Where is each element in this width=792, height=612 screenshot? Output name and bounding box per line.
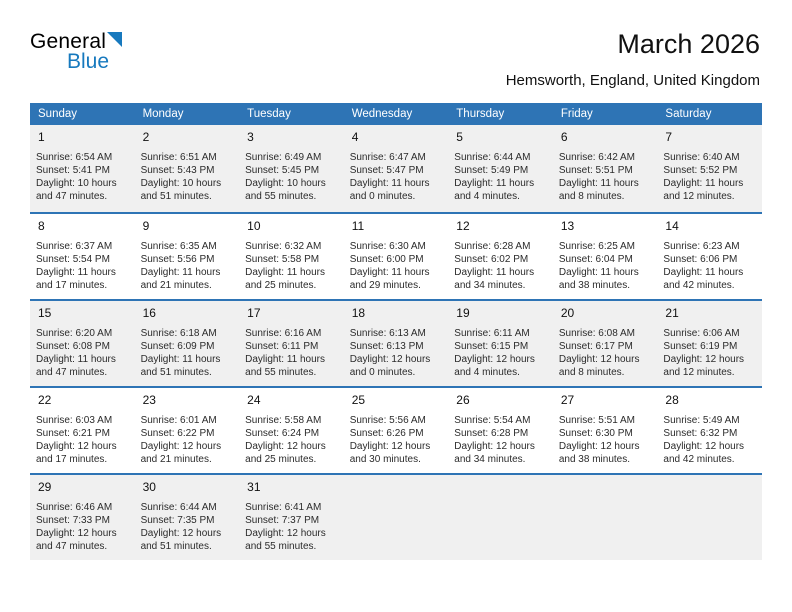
day-number: 3 xyxy=(247,129,254,144)
day-header-row xyxy=(30,103,762,125)
sunset-text: Sunset: 6:26 PM xyxy=(349,427,424,439)
sunrise-text: Sunrise: 6:18 AM xyxy=(140,327,217,339)
sunrise-text: Sunrise: 6:40 AM xyxy=(663,151,740,163)
daylight-minutes-text: and 30 minutes. xyxy=(349,454,421,466)
day-cell-18 xyxy=(344,301,449,386)
day-cell-empty xyxy=(448,475,553,560)
sunrise-text: Sunrise: 5:54 AM xyxy=(454,414,531,426)
sunrise-text: Sunrise: 6:11 AM xyxy=(454,327,530,339)
sunset-text: Sunset: 6:08 PM xyxy=(36,340,110,352)
daylight-hours-text: Daylight: 11 hours xyxy=(140,267,221,279)
sunset-text: Sunset: 5:56 PM xyxy=(140,253,215,265)
day-number: 4 xyxy=(351,129,359,144)
day-cell-9 xyxy=(135,214,240,299)
daylight-minutes-text: and 51 minutes. xyxy=(140,367,212,379)
sunset-text: Sunset: 6:09 PM xyxy=(140,340,215,352)
daylight-hours-text: Daylight: 11 hours xyxy=(36,267,116,279)
day-cell-27 xyxy=(553,388,658,473)
day-header-monday: Monday xyxy=(142,107,184,120)
day-number: 21 xyxy=(665,305,679,320)
daylight-hours-text: Daylight: 11 hours xyxy=(558,267,639,279)
day-number: 26 xyxy=(456,392,470,407)
daylight-hours-text: Daylight: 11 hours xyxy=(140,354,221,366)
day-number: 31 xyxy=(247,479,261,494)
sunrise-text: Sunrise: 6:23 AM xyxy=(663,240,740,252)
day-number: 28 xyxy=(665,392,679,407)
day-number: 14 xyxy=(665,218,679,233)
week-row xyxy=(30,125,762,212)
daylight-hours-text: Daylight: 12 hours xyxy=(36,441,117,453)
sunset-text: Sunset: 5:43 PM xyxy=(140,164,215,176)
daylight-minutes-text: and 4 minutes. xyxy=(454,367,520,379)
sunrise-text: Sunrise: 6:30 AM xyxy=(349,240,426,252)
day-number: 25 xyxy=(351,392,366,407)
sunrise-text: Sunrise: 6:01 AM xyxy=(140,414,217,426)
sunrise-text: Sunrise: 6:28 AM xyxy=(454,240,531,252)
sunset-text: Sunset: 6:19 PM xyxy=(663,340,738,352)
day-cell-12 xyxy=(448,214,553,299)
day-number: 6 xyxy=(560,129,568,144)
general-blue-logo xyxy=(30,30,150,74)
week-row xyxy=(30,473,762,560)
week-row xyxy=(30,386,762,473)
sunset-text: Sunset: 5:51 PM xyxy=(558,164,633,176)
daylight-minutes-text: and 51 minutes. xyxy=(140,541,212,553)
title-block xyxy=(506,30,760,89)
day-cell-22 xyxy=(30,388,135,473)
daylight-hours-text: Daylight: 12 hours xyxy=(558,354,640,366)
sunset-text: Sunset: 6:17 PM xyxy=(558,340,633,352)
day-cell-11 xyxy=(344,214,449,299)
sunrise-text: Sunrise: 6:37 AM xyxy=(36,240,113,252)
day-cell-empty xyxy=(657,475,762,560)
daylight-hours-text: Daylight: 12 hours xyxy=(454,354,535,366)
daylight-minutes-text: and 8 minutes. xyxy=(558,367,625,379)
daylight-minutes-text: and 55 minutes. xyxy=(245,367,317,379)
sunrise-text: Sunrise: 6:49 AM xyxy=(245,151,322,163)
daylight-hours-text: Daylight: 12 hours xyxy=(349,354,431,366)
day-header-wednesday: Wednesday xyxy=(351,107,413,120)
day-header-tuesday: Tuesday xyxy=(247,107,291,120)
sunset-text: Sunset: 7:37 PM xyxy=(245,514,320,526)
sunrise-text: Sunrise: 6:41 AM xyxy=(245,501,322,513)
daylight-minutes-text: and 12 minutes. xyxy=(663,191,735,203)
daylight-minutes-text: and 38 minutes. xyxy=(558,280,631,292)
daylight-minutes-text: and 0 minutes. xyxy=(349,191,416,203)
daylight-hours-text: Daylight: 12 hours xyxy=(245,441,326,453)
day-cell-25 xyxy=(344,388,449,473)
daylight-hours-text: Daylight: 12 hours xyxy=(663,441,745,453)
daylight-hours-text: Daylight: 12 hours xyxy=(349,441,431,453)
day-header-thursday: Thursday xyxy=(456,107,505,120)
daylight-hours-text: Daylight: 11 hours xyxy=(663,267,744,279)
week-row xyxy=(30,212,762,299)
daylight-hours-text: Daylight: 12 hours xyxy=(454,441,535,453)
day-cell-13 xyxy=(553,214,658,299)
daylight-minutes-text: and 21 minutes. xyxy=(140,280,212,292)
sunset-text: Sunset: 6:28 PM xyxy=(454,427,529,439)
day-cell-26 xyxy=(448,388,553,473)
day-number: 17 xyxy=(247,305,261,320)
day-cell-29 xyxy=(30,475,135,560)
page-title: March 2026 xyxy=(617,29,760,59)
sunrise-text: Sunrise: 6:42 AM xyxy=(558,151,635,163)
day-number: 7 xyxy=(665,129,673,144)
day-cell-19 xyxy=(448,301,553,386)
sunset-text: Sunset: 6:00 PM xyxy=(349,253,424,265)
daylight-minutes-text: and 29 minutes. xyxy=(349,280,421,292)
day-cell-21 xyxy=(657,301,762,386)
sunset-text: Sunset: 6:06 PM xyxy=(663,253,738,265)
sunset-text: Sunset: 6:15 PM xyxy=(454,340,529,352)
sunrise-text: Sunrise: 6:46 AM xyxy=(36,501,113,513)
daylight-hours-text: Daylight: 11 hours xyxy=(245,354,325,366)
day-number: 10 xyxy=(247,218,261,233)
sunrise-text: Sunrise: 6:08 AM xyxy=(558,327,635,339)
sunrise-text: Sunrise: 6:16 AM xyxy=(245,327,322,339)
week-row xyxy=(30,299,762,386)
daylight-hours-text: Daylight: 11 hours xyxy=(245,267,325,279)
daylight-hours-text: Daylight: 12 hours xyxy=(36,528,117,540)
day-header-saturday: Saturday xyxy=(665,107,712,120)
day-number: 12 xyxy=(456,218,470,233)
daylight-minutes-text: and 25 minutes. xyxy=(245,454,317,466)
sunrise-text: Sunrise: 5:51 AM xyxy=(558,414,635,426)
sunrise-text: Sunrise: 6:44 AM xyxy=(140,501,217,513)
sunset-text: Sunset: 5:49 PM xyxy=(454,164,529,176)
daylight-minutes-text: and 12 minutes. xyxy=(663,367,735,379)
daylight-hours-text: Daylight: 10 hours xyxy=(245,178,326,190)
day-cell-24 xyxy=(239,388,344,473)
day-number: 20 xyxy=(560,305,575,320)
daylight-minutes-text: and 0 minutes. xyxy=(349,367,416,379)
daylight-minutes-text: and 42 minutes. xyxy=(663,454,735,466)
daylight-hours-text: Daylight: 12 hours xyxy=(663,354,745,366)
sunset-text: Sunset: 6:02 PM xyxy=(454,253,529,265)
day-cell-10 xyxy=(239,214,344,299)
day-number: 24 xyxy=(247,392,261,407)
daylight-minutes-text: and 25 minutes. xyxy=(245,280,317,292)
daylight-hours-text: Daylight: 12 hours xyxy=(140,441,222,453)
page-header xyxy=(0,0,792,89)
sunrise-text: Sunrise: 6:47 AM xyxy=(349,151,426,163)
daylight-hours-text: Daylight: 11 hours xyxy=(663,178,744,190)
page-subtitle: Hemsworth, England, United Kingdom xyxy=(505,71,760,89)
day-number: 15 xyxy=(38,305,52,320)
day-cell-empty xyxy=(344,475,449,560)
sunset-text: Sunset: 6:13 PM xyxy=(349,340,424,352)
daylight-hours-text: Daylight: 11 hours xyxy=(349,267,430,279)
daylight-minutes-text: and 17 minutes. xyxy=(36,454,108,466)
logo-text-blue: Blue xyxy=(67,50,110,73)
sunset-text: Sunset: 6:32 PM xyxy=(663,427,738,439)
sunrise-text: Sunrise: 6:13 AM xyxy=(349,327,426,339)
day-cell-8 xyxy=(30,214,135,299)
day-number: 23 xyxy=(142,392,156,407)
sunset-text: Sunset: 6:21 PM xyxy=(36,427,110,439)
day-number: 19 xyxy=(456,305,470,320)
logo-text-general: General xyxy=(30,30,107,53)
day-cell-6 xyxy=(553,125,658,212)
sunrise-text: Sunrise: 6:51 AM xyxy=(140,151,217,163)
daylight-minutes-text: and 21 minutes. xyxy=(140,454,212,466)
sunset-text: Sunset: 6:22 PM xyxy=(140,427,215,439)
sunset-text: Sunset: 7:33 PM xyxy=(36,514,110,526)
sunrise-text: Sunrise: 6:25 AM xyxy=(558,240,635,252)
day-number: 8 xyxy=(38,218,45,233)
sunset-text: Sunset: 5:41 PM xyxy=(36,164,110,176)
sunrise-text: Sunrise: 6:32 AM xyxy=(245,240,322,252)
daylight-minutes-text: and 42 minutes. xyxy=(663,280,735,292)
sunrise-text: Sunrise: 5:58 AM xyxy=(245,414,322,426)
logo-triangle-icon xyxy=(107,32,122,47)
daylight-minutes-text: and 34 minutes. xyxy=(454,280,526,292)
daylight-minutes-text: and 51 minutes. xyxy=(140,191,212,203)
sunrise-text: Sunrise: 5:56 AM xyxy=(349,414,426,426)
sunrise-text: Sunrise: 6:06 AM xyxy=(663,327,740,339)
day-number: 29 xyxy=(38,479,52,494)
day-cell-16 xyxy=(135,301,240,386)
daylight-hours-text: Daylight: 11 hours xyxy=(36,354,116,366)
daylight-hours-text: Daylight: 12 hours xyxy=(140,528,222,540)
daylight-minutes-text: and 8 minutes. xyxy=(558,191,625,203)
day-number: 11 xyxy=(351,218,365,233)
day-number: 2 xyxy=(142,129,150,144)
daylight-hours-text: Daylight: 10 hours xyxy=(36,178,117,190)
daylight-minutes-text: and 34 minutes. xyxy=(454,454,526,466)
day-cell-30 xyxy=(135,475,240,560)
sunrise-text: Sunrise: 6:03 AM xyxy=(36,414,113,426)
daylight-hours-text: Daylight: 11 hours xyxy=(349,178,430,190)
sunset-text: Sunset: 5:47 PM xyxy=(349,164,424,176)
sunset-text: Sunset: 7:35 PM xyxy=(140,514,215,526)
day-cell-2 xyxy=(135,125,240,212)
sunrise-text: Sunrise: 6:35 AM xyxy=(140,240,217,252)
calendar-grid xyxy=(30,125,762,560)
day-cell-1 xyxy=(30,125,135,212)
sunset-text: Sunset: 6:04 PM xyxy=(558,253,633,265)
daylight-hours-text: Daylight: 10 hours xyxy=(140,178,222,190)
daylight-minutes-text: and 47 minutes. xyxy=(36,191,108,203)
day-number: 9 xyxy=(142,218,150,233)
day-cell-17 xyxy=(239,301,344,386)
day-cell-4 xyxy=(344,125,449,212)
day-number: 5 xyxy=(456,129,463,144)
day-cell-5 xyxy=(448,125,553,212)
daylight-minutes-text: and 38 minutes. xyxy=(558,454,631,466)
daylight-hours-text: Daylight: 12 hours xyxy=(245,528,326,540)
daylight-minutes-text: and 47 minutes. xyxy=(36,367,108,379)
daylight-minutes-text: and 17 minutes. xyxy=(36,280,108,292)
daylight-hours-text: Daylight: 11 hours xyxy=(558,178,639,190)
day-number: 27 xyxy=(560,392,575,407)
daylight-hours-text: Daylight: 11 hours xyxy=(454,267,535,279)
sunrise-text: Sunrise: 6:20 AM xyxy=(36,327,113,339)
day-cell-15 xyxy=(30,301,135,386)
daylight-minutes-text: and 47 minutes. xyxy=(36,541,108,553)
daylight-minutes-text: and 4 minutes. xyxy=(454,191,520,203)
day-number: 30 xyxy=(142,479,156,494)
day-number: 16 xyxy=(142,305,156,320)
day-number: 18 xyxy=(351,305,366,320)
sunset-text: Sunset: 5:54 PM xyxy=(36,253,110,265)
daylight-minutes-text: and 55 minutes. xyxy=(245,541,317,553)
daylight-minutes-text: and 55 minutes. xyxy=(245,191,317,203)
day-cell-31 xyxy=(239,475,344,560)
day-cell-empty xyxy=(553,475,658,560)
daylight-hours-text: Daylight: 11 hours xyxy=(454,178,535,190)
day-cell-3 xyxy=(239,125,344,212)
day-cell-20 xyxy=(553,301,658,386)
sunrise-text: Sunrise: 6:44 AM xyxy=(454,151,531,163)
sunrise-text: Sunrise: 6:54 AM xyxy=(36,151,113,163)
sunrise-text: Sunrise: 5:49 AM xyxy=(663,414,740,426)
sunset-text: Sunset: 5:58 PM xyxy=(245,253,320,265)
sunset-text: Sunset: 6:24 PM xyxy=(245,427,320,439)
day-number: 13 xyxy=(560,218,575,233)
day-header-sunday: Sunday xyxy=(38,107,78,120)
sunset-text: Sunset: 5:52 PM xyxy=(663,164,738,176)
day-number: 22 xyxy=(38,392,52,407)
calendar xyxy=(30,103,762,560)
day-number: 1 xyxy=(38,129,45,144)
day-header-friday: Friday xyxy=(560,107,593,120)
sunset-text: Sunset: 6:11 PM xyxy=(245,340,319,352)
day-cell-14 xyxy=(657,214,762,299)
day-cell-23 xyxy=(135,388,240,473)
day-cell-7 xyxy=(657,125,762,212)
daylight-hours-text: Daylight: 12 hours xyxy=(558,441,640,453)
day-cell-28 xyxy=(657,388,762,473)
sunset-text: Sunset: 6:30 PM xyxy=(558,427,633,439)
sunset-text: Sunset: 5:45 PM xyxy=(245,164,320,176)
